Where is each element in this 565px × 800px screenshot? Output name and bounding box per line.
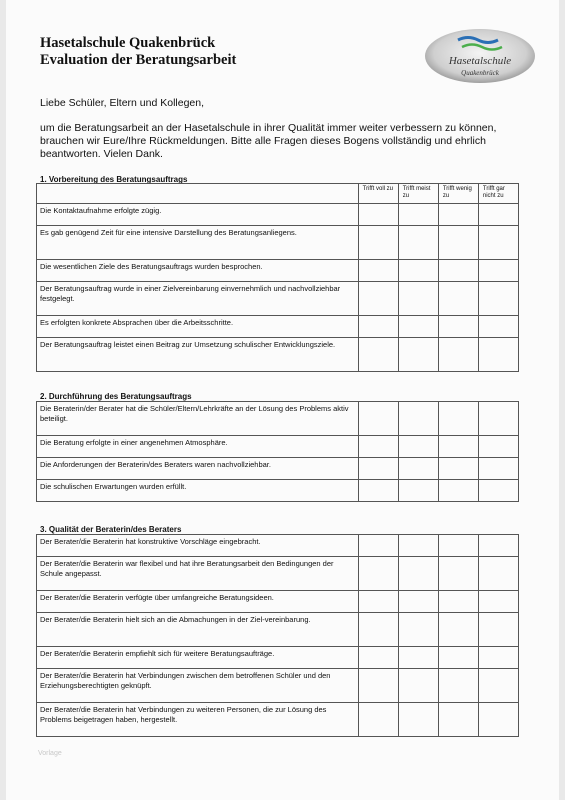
question-text: Die Beratung erfolgte in einer angenehmen Atmosphäre. — [37, 436, 359, 458]
table-row — [37, 402, 519, 436]
school-name: Hasetalschule Quakenbrück — [40, 35, 216, 51]
answer-cell[interactable] — [438, 647, 478, 669]
answer-cell[interactable] — [358, 557, 398, 591]
answer-cell[interactable] — [358, 613, 398, 647]
answer-cell[interactable] — [438, 338, 478, 372]
answer-cell[interactable] — [478, 591, 518, 613]
answer-cell[interactable] — [398, 282, 438, 316]
option-header: Trifft wenig zu — [438, 184, 478, 204]
answer-cell[interactable] — [358, 647, 398, 669]
answer-cell[interactable] — [478, 669, 518, 703]
answer-cell[interactable] — [478, 703, 518, 737]
answer-cell[interactable] — [478, 535, 518, 557]
answer-cell[interactable] — [438, 316, 478, 338]
answer-cell[interactable] — [438, 557, 478, 591]
answer-cell[interactable] — [438, 535, 478, 557]
table-row — [37, 669, 519, 703]
document-title — [40, 35, 236, 69]
answer-cell[interactable] — [358, 703, 398, 737]
option-header: Trifft voll zu — [358, 184, 398, 204]
answer-cell[interactable] — [398, 458, 438, 480]
table-row — [37, 436, 519, 458]
question-text: Der Berater/die Beraterin hielt sich an die Abmachungen in der Ziel-vereinbarung. — [37, 613, 359, 647]
table-row — [37, 282, 519, 316]
answer-cell[interactable] — [438, 613, 478, 647]
table-row — [37, 535, 519, 557]
answer-cell[interactable] — [358, 338, 398, 372]
section-title-1: 1. Vorbereitung des Beratungsauftrags — [40, 175, 188, 184]
table-header-row — [37, 184, 519, 204]
table-row — [37, 613, 519, 647]
answer-cell[interactable] — [478, 226, 518, 260]
answer-cell[interactable] — [438, 226, 478, 260]
answer-cell[interactable] — [398, 535, 438, 557]
watermark: Vorlage — [38, 750, 62, 757]
question-text: Der Berater/die Beraterin verfügte über umfangreiche Beratungsideen. — [37, 591, 359, 613]
answer-cell[interactable] — [438, 260, 478, 282]
answer-cell[interactable] — [358, 458, 398, 480]
answer-cell[interactable] — [358, 480, 398, 502]
question-text: Die Anforderungen der Beraterin/des Beraters waren nachvollziehbar. — [37, 458, 359, 480]
answer-cell[interactable] — [398, 436, 438, 458]
question-text: Es erfolgten konkrete Absprachen über die Arbeitsschritte. — [37, 316, 359, 338]
answer-cell[interactable] — [358, 535, 398, 557]
answer-cell[interactable] — [358, 282, 398, 316]
table-row — [37, 316, 519, 338]
answer-cell[interactable] — [478, 402, 518, 436]
answer-cell[interactable] — [398, 591, 438, 613]
survey-table-1 — [36, 183, 519, 372]
answer-cell[interactable] — [438, 282, 478, 316]
answer-cell[interactable] — [478, 316, 518, 338]
question-text: Der Berater/die Beraterin war flexibel und hat ihre Beratungsarbeit den Bedingungen der Schule angepasst. — [37, 557, 359, 591]
table-row — [37, 458, 519, 480]
answer-cell[interactable] — [358, 436, 398, 458]
table-row — [37, 591, 519, 613]
option-header: Trifft gar nicht zu — [478, 184, 518, 204]
answer-cell[interactable] — [478, 458, 518, 480]
question-text: Der Beratungsauftrag leistet einen Beitrag zur Umsetzung schulischer Entwicklungsziele. — [37, 338, 359, 372]
greeting: Liebe Schüler, Eltern und Kollegen, — [40, 97, 205, 109]
question-text: Die wesentlichen Ziele des Beratungsauftrags wurden besprochen. — [37, 260, 359, 282]
answer-cell[interactable] — [438, 436, 478, 458]
answer-cell[interactable] — [398, 647, 438, 669]
survey-table-3 — [36, 534, 519, 737]
question-text: Der Berater/die Beraterin hat Verbindungen zwischen dem betroffenen Schüler und den Erziehungsberechtigten geknüpft. — [37, 669, 359, 703]
answer-cell[interactable] — [478, 282, 518, 316]
answer-cell[interactable] — [398, 557, 438, 591]
answer-cell[interactable] — [398, 316, 438, 338]
answer-cell[interactable] — [478, 557, 518, 591]
answer-cell[interactable] — [398, 480, 438, 502]
answer-cell[interactable] — [478, 613, 518, 647]
form-title: Evaluation der Beratungsarbeit — [40, 52, 237, 68]
answer-cell[interactable] — [438, 480, 478, 502]
answer-cell[interactable] — [438, 669, 478, 703]
table-row — [37, 338, 519, 372]
question-text: Die Kontaktaufnahme erfolgte zügig. — [37, 204, 359, 226]
answer-cell[interactable] — [398, 260, 438, 282]
section-title-3: 3. Qualität der Beraterin/des Beraters — [40, 525, 182, 534]
answer-cell[interactable] — [358, 204, 398, 226]
answer-cell[interactable] — [358, 402, 398, 436]
table-row — [37, 260, 519, 282]
answer-cell[interactable] — [478, 204, 518, 226]
answer-cell[interactable] — [358, 669, 398, 703]
answer-cell[interactable] — [398, 703, 438, 737]
logo-subtext: Quakenbrück — [461, 69, 499, 77]
answer-cell[interactable] — [438, 703, 478, 737]
question-text: Die Beraterin/der Berater hat die Schüler/Eltern/Lehrkräfte an der Lösung des Problems aktiv beteiligt. — [37, 402, 359, 436]
answer-cell[interactable] — [478, 338, 518, 372]
question-text: Es gab genügend Zeit für eine intensive Darstellung des Beratungsanliegens. — [37, 226, 359, 260]
answer-cell[interactable] — [398, 613, 438, 647]
survey-table-2 — [36, 401, 519, 502]
table-row — [37, 480, 519, 502]
table-row — [37, 647, 519, 669]
answer-cell[interactable] — [478, 436, 518, 458]
question-text: Der Berater/die Beraterin hat konstruktive Vorschläge eingebracht. — [37, 535, 359, 557]
question-text: Die schulischen Erwartungen wurden erfüllt. — [37, 480, 359, 502]
school-logo — [424, 28, 536, 84]
answer-cell[interactable] — [398, 204, 438, 226]
answer-cell[interactable] — [358, 226, 398, 260]
table-row — [37, 557, 519, 591]
answer-cell[interactable] — [398, 402, 438, 436]
question-text: Der Berater/die Beraterin empfiehlt sich für weitere Beratungsaufträge. — [37, 647, 359, 669]
answer-cell[interactable] — [478, 647, 518, 669]
answer-cell[interactable] — [358, 316, 398, 338]
answer-cell[interactable] — [358, 260, 398, 282]
option-header: Trifft meist zu — [398, 184, 438, 204]
answer-cell[interactable] — [478, 260, 518, 282]
table-row — [37, 703, 519, 737]
answer-cell[interactable] — [438, 204, 478, 226]
intro-paragraph: um die Beratungsarbeit an der Hasetalschule in ihrer Qualität immer weiter verbessern zu können, brauchen wir Eure/Ihre Rückmeldungen. Bitte alle Fragen dieses Bogens vollständig und ehrlich beantworten. Vielen Dank. — [40, 122, 497, 160]
header-blank-cell — [37, 184, 359, 204]
question-text: Der Berater/die Beraterin hat Verbindungen zu weiteren Personen, die zur Lösung des Problems beigetragen haben, hergestellt. — [37, 703, 359, 737]
table-row — [37, 226, 519, 260]
answer-cell[interactable] — [398, 669, 438, 703]
question-text: Der Beratungsauftrag wurde in einer Zielvereinbarung einvernehmlich und nachvollziehbar festgelegt. — [37, 282, 359, 316]
table-row — [37, 204, 519, 226]
answer-cell[interactable] — [478, 480, 518, 502]
answer-cell[interactable] — [438, 402, 478, 436]
answer-cell[interactable] — [398, 226, 438, 260]
answer-cell[interactable] — [438, 458, 478, 480]
answer-cell[interactable] — [358, 591, 398, 613]
section-title-2: 2. Durchführung des Beratungsauftrags — [40, 392, 192, 401]
answer-cell[interactable] — [438, 591, 478, 613]
answer-cell[interactable] — [398, 338, 438, 372]
logo-text: Hasetalschule — [448, 55, 512, 67]
